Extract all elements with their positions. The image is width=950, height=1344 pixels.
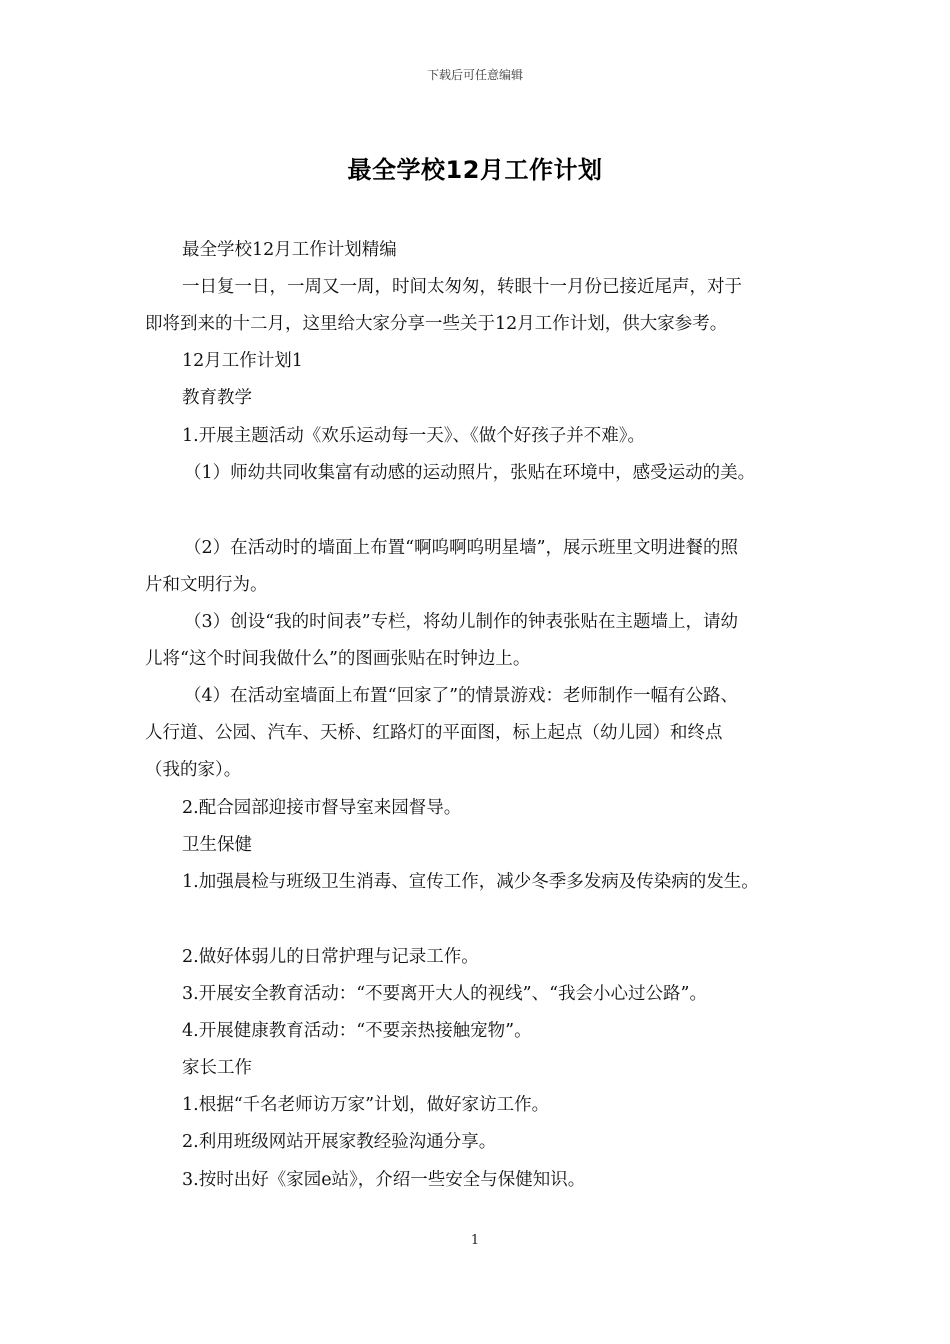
list-item: 1.加强晨检与班级卫生消毒、宣传工作，减少冬季多发病及传染病的发生。 <box>182 872 759 892</box>
section-heading: 卫生保健 <box>182 835 252 855</box>
list-item: 3.开展安全教育活动：“不要离开大人的视线”、“我会小心过公路”。 <box>182 984 707 1004</box>
list-item: 1.开展主题活动《欢乐运动每一天》、《做个好孩子并不难》。 <box>182 426 645 446</box>
list-item: （3）创设“我的时间表”专栏，将幼儿制作的钟表张贴在主题墙上，请幼 <box>184 612 739 632</box>
paragraph-line: 一日复一日，一周又一周，时间太匆匆，转眼十一月份已接近尾声，对于 <box>182 277 742 297</box>
paragraph-line: 儿将“这个时间我做什么”的图画张贴在时钟边上。 <box>145 649 531 669</box>
header-note: 下载后可任意编辑 <box>426 68 523 82</box>
paragraph-line: 最全学校12月工作计划精编 <box>182 240 397 260</box>
paragraph-line: 即将到来的十二月，这里给大家分享一些关于12月工作计划，供大家参考。 <box>145 314 728 334</box>
list-item: （2）在活动时的墙面上布置“啊呜啊呜明星墙”，展示班里文明进餐的照 <box>184 538 739 558</box>
page-number: 1 <box>470 1233 480 1248</box>
paragraph-line: 片和文明行为。 <box>145 575 268 595</box>
list-item: 2.配合园部迎接市督导室来园督导。 <box>182 798 462 818</box>
list-item: （4）在活动室墙面上布置“回家了”的情景游戏：老师制作一幅有公路、 <box>184 686 739 706</box>
list-item: 2.利用班级网站开展家教经验沟通分享。 <box>182 1132 497 1152</box>
list-item: （1）师幼共同收集富有动感的运动照片，张贴在环境中，感受运动的美。 <box>184 463 756 483</box>
document-title: 最全学校12月工作计划 <box>347 156 603 184</box>
section-heading: 教育教学 <box>182 388 252 408</box>
list-item: 1.根据“千名老师访万家”计划，做好家访工作。 <box>182 1095 550 1115</box>
section-heading: 12月工作计划1 <box>182 351 303 371</box>
list-item: 3.按时出好《家园e站》，介绍一些安全与保健知识。 <box>182 1170 586 1190</box>
list-item: 4.开展健康教育活动：“不要亲热接触宠物”。 <box>182 1021 532 1041</box>
section-heading: 家长工作 <box>182 1058 252 1078</box>
paragraph-line: （我的家）。 <box>145 760 242 780</box>
list-item: 2.做好体弱儿的日常护理与记录工作。 <box>182 947 479 967</box>
paragraph-line: 人行道、公园、汽车、天桥、红路灯的平面图，标上起点（幼儿园）和终点 <box>145 723 723 743</box>
